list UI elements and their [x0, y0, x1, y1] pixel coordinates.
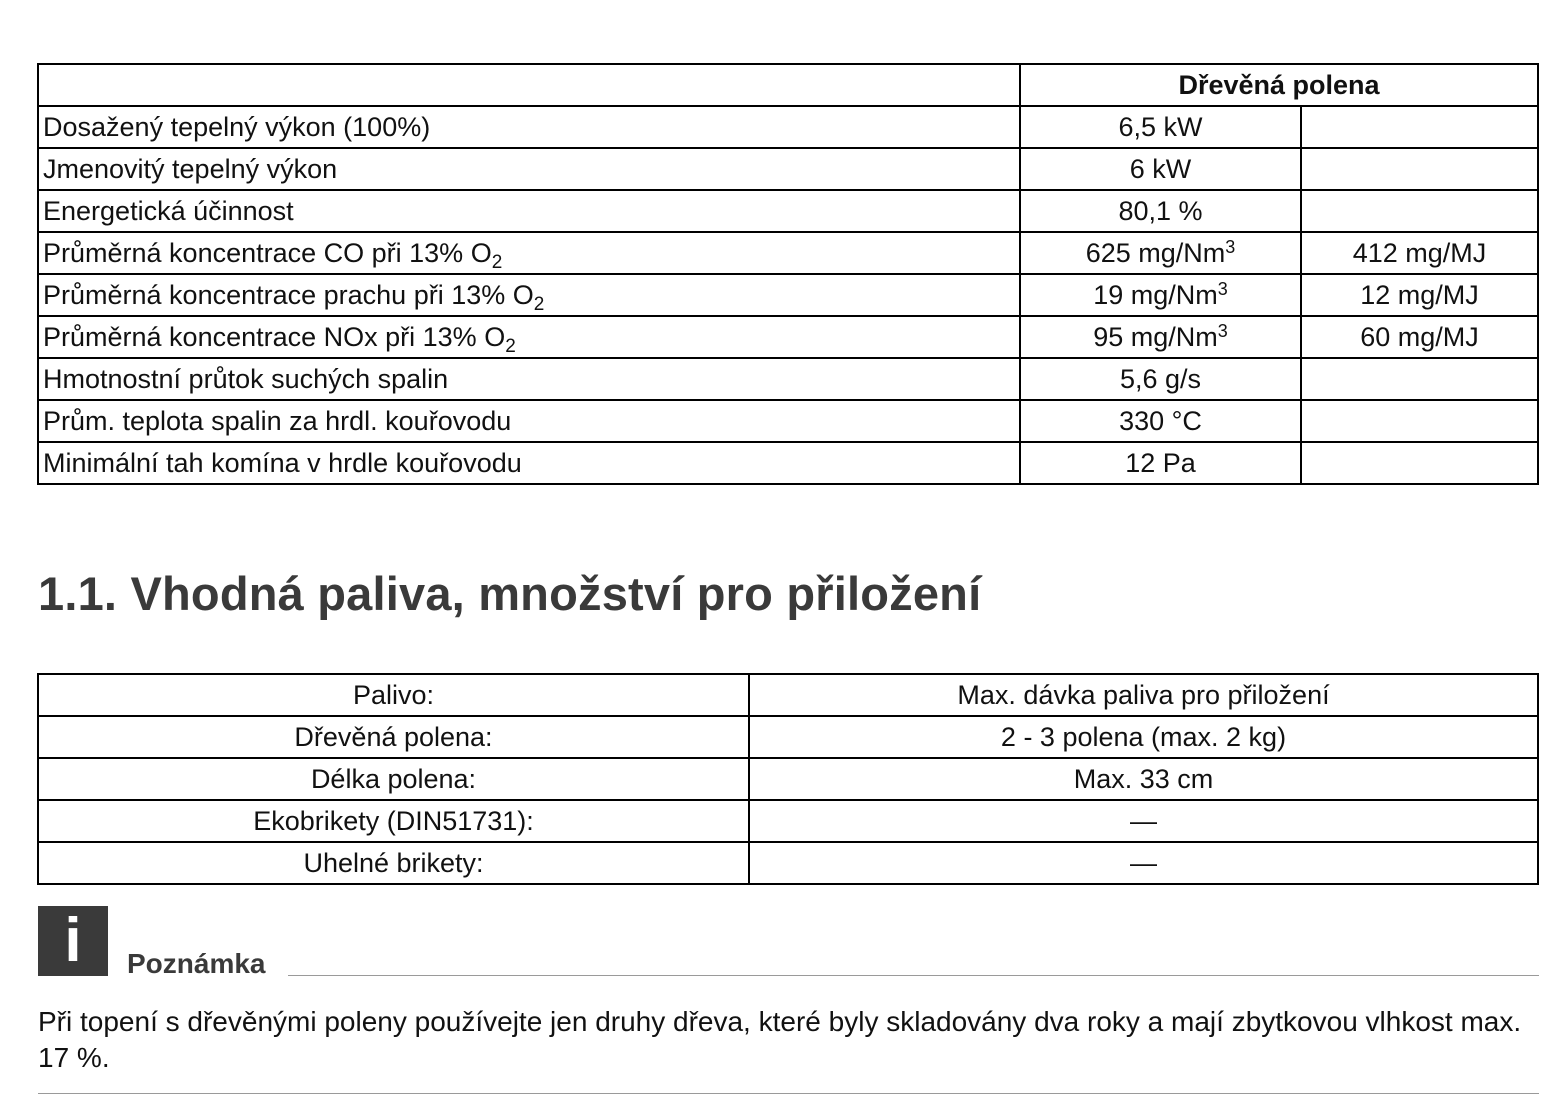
row-value [1020, 316, 1301, 358]
row-value-text: 95 mg/Nm [1093, 322, 1218, 352]
row-label: Minimální tah komína v hrdle kouřovodu [38, 442, 1020, 484]
table-row [38, 274, 1538, 316]
subscript: 2 [491, 252, 503, 273]
row-value-secondary: 412 mg/MJ [1301, 232, 1538, 274]
section-heading: 1.1. Vhodná paliva, množství pro přiložení [38, 567, 982, 620]
row-value [1020, 274, 1301, 316]
fuel-amount: — [749, 800, 1538, 842]
note-title: Poznámka [127, 948, 266, 979]
row-value-secondary [1301, 358, 1538, 400]
fuel-name: Dřevěná polena: [38, 716, 749, 758]
row-label-text: Průměrná koncentrace CO při 13% O [43, 238, 492, 268]
row-value: 6 kW [1020, 148, 1301, 190]
performance-header-fuel: Dřevěná polena [1020, 64, 1538, 106]
note-text: Při topení s dřevěnými poleny používejte jen druhy dřeva, které byly skladovány dva roky a mají zbytkovou vlhkost max. 17 %. [38, 1006, 1522, 1073]
fuel-amount: — [749, 842, 1538, 884]
table-row [38, 316, 1538, 358]
row-value: 80,1 % [1020, 190, 1301, 232]
row-value-secondary [1301, 442, 1538, 484]
row-value: 6,5 kW [1020, 106, 1301, 148]
table-row [38, 716, 1538, 758]
row-label: Energetická účinnost [38, 190, 1020, 232]
fuel-name: Ekobrikety (DIN51731): [38, 800, 749, 842]
fuel-table [37, 673, 1539, 885]
table-row [38, 442, 1538, 484]
row-value-secondary: 12 mg/MJ [1301, 274, 1538, 316]
performance-table-header [38, 64, 1538, 106]
fuel-header-amount: Max. dávka paliva pro přiložení [749, 674, 1538, 716]
row-value-secondary [1301, 148, 1538, 190]
row-label [38, 232, 1020, 274]
row-label [38, 274, 1020, 316]
row-value-secondary [1301, 106, 1538, 148]
table-row [38, 842, 1538, 884]
performance-table [37, 63, 1539, 485]
table-row [38, 800, 1538, 842]
fuel-header-fuel: Palivo: [38, 674, 749, 716]
fuel-amount: 2 - 3 polena (max. 2 kg) [749, 716, 1538, 758]
row-value-text: 19 mg/Nm [1093, 280, 1218, 310]
row-label-text: Průměrná koncentrace prachu při 13% O [43, 280, 534, 310]
row-label: Jmenovitý tepelný výkon [38, 148, 1020, 190]
table-row [38, 400, 1538, 442]
table-row [38, 190, 1538, 232]
row-label: Hmotnostní průtok suchých spalin [38, 358, 1020, 400]
subscript: 2 [533, 294, 545, 315]
fuel-amount: Max. 33 cm [749, 758, 1538, 800]
table-row [38, 106, 1538, 148]
note-divider [288, 975, 1539, 976]
table-row [38, 358, 1538, 400]
row-label-text: Průměrná koncentrace NOx při 13% O [43, 322, 506, 352]
table-row [38, 232, 1538, 274]
table-row [38, 148, 1538, 190]
performance-header-empty-cell [38, 64, 1020, 106]
row-value [1020, 232, 1301, 274]
row-value: 330 °C [1020, 400, 1301, 442]
row-value: 12 Pa [1020, 442, 1301, 484]
subscript: 2 [505, 336, 516, 357]
info-icon: i [38, 906, 108, 976]
row-label: Dosažený tepelný výkon (100%) [38, 106, 1020, 148]
row-label: Prům. teplota spalin za hrdl. kouřovodu [38, 400, 1020, 442]
row-value-text: 625 mg/Nm [1085, 238, 1226, 268]
row-value-secondary [1301, 190, 1538, 232]
fuel-table-header [38, 674, 1538, 716]
superscript: 3 [1217, 279, 1228, 299]
superscript: 3 [1217, 321, 1228, 341]
row-value: 5,6 g/s [1020, 358, 1301, 400]
note-bottom-divider [38, 1093, 1539, 1094]
fuel-name: Uhelné brikety: [38, 842, 749, 884]
row-value-secondary [1301, 400, 1538, 442]
superscript: 3 [1225, 237, 1236, 257]
table-row [38, 758, 1538, 800]
fuel-name: Délka polena: [38, 758, 749, 800]
row-label [38, 316, 1020, 358]
row-value-secondary: 60 mg/MJ [1301, 316, 1538, 358]
